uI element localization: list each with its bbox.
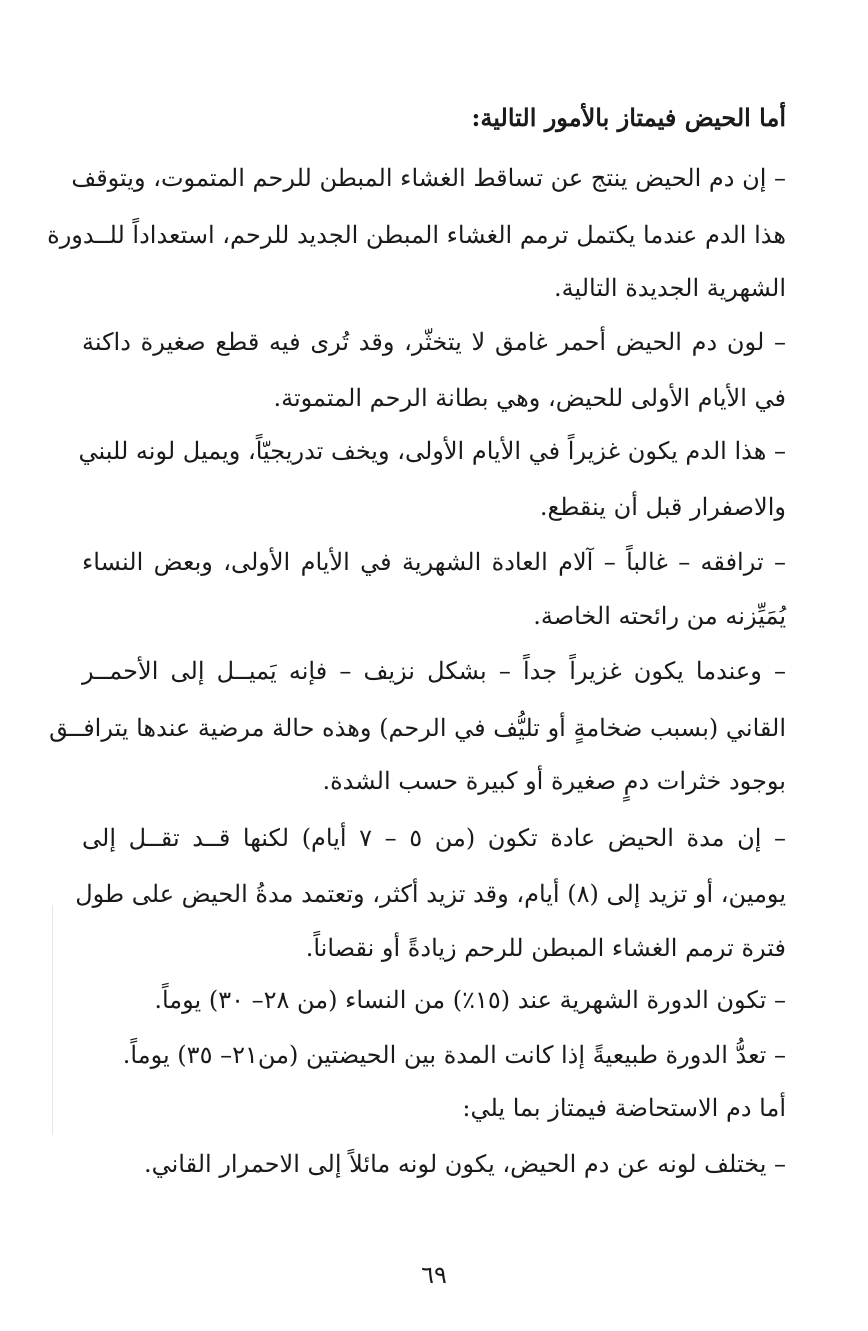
text-line: – إن مدة الحيض عادة تكون (من ٥ – ٧ أيام) لكنها قــد تقــل إلى	[82, 824, 786, 852]
page-number: ٦٩	[421, 1261, 447, 1289]
text-line: الشهرية الجديدة التالية.	[553, 274, 786, 302]
text-line: يُمَيِّزنه من رائحته الخاصة.	[533, 602, 786, 630]
text-line: بوجود خثرات دمٍ صغيرة أو كبيرة حسب الشدة.	[322, 767, 786, 795]
text-line: يومين، أو تزيد إلى (٨) أيام، وقد تزيد أكثر، وتعتمد مدةُ الحيض على طول	[75, 880, 786, 908]
text-line: هذا الدم عندما يكتمل ترمم الغشاء المبطن الجديد للرحم، استعداداً للــدورة	[47, 221, 786, 249]
text-line: فترة ترمم الغشاء المبطن للرحم زيادةً أو نقصاناً.	[305, 934, 786, 962]
text-line: – وعندما يكون غزيراً جداً – بشكل نزيف – فإنه يَميــل إلى الأحمــر	[82, 657, 786, 685]
margin-divider	[52, 905, 53, 1135]
text-line: – هذا الدم يكون غزيراً في الأيام الأولى، ويخف تدريجيّاً، ويميل لونه للبني	[78, 437, 786, 465]
text-line: في الأيام الأولى للحيض، وهي بطانة الرحم المتموتة.	[273, 384, 786, 412]
text-line: – لون دم الحيض أحمر غامق لا يتخثّر، وقد تُرى فيه قطع صغيرة داكنة	[82, 328, 786, 356]
text-line: – تكون الدورة الشهرية عند (١٥٪) من النساء (من ٢٨– ٣٠) يوماً.	[154, 986, 786, 1014]
text-line: أما دم الاستحاضة فيمتاز بما يلي:	[462, 1094, 786, 1122]
text-line: القاني (بسبب ضخامةٍ أو تليُّف في الرحم) وهذه حالة مرضية عندها يترافــق	[49, 714, 786, 742]
text-line: والاصفرار قبل أن ينقطع.	[539, 493, 786, 521]
text-line: – إن دم الحيض ينتج عن تساقط الغشاء المبطن للرحم المتموت، ويتوقف	[71, 164, 786, 192]
section-heading: أما الحيض فيمتاز بالأمور التالية:	[471, 103, 786, 132]
text-line: – يختلف لونه عن دم الحيض، يكون لونه مائلاً إلى الاحمرار القاني.	[143, 1150, 786, 1178]
text-line: – ترافقه – غالباً – آلام العادة الشهرية في الأيام الأولى، وبعض النساء	[82, 548, 786, 576]
text-line: – تعدُّ الدورة طبيعيةً إذا كانت المدة بين الحيضتين (من٢١– ٣٥) يوماً.	[122, 1041, 786, 1069]
